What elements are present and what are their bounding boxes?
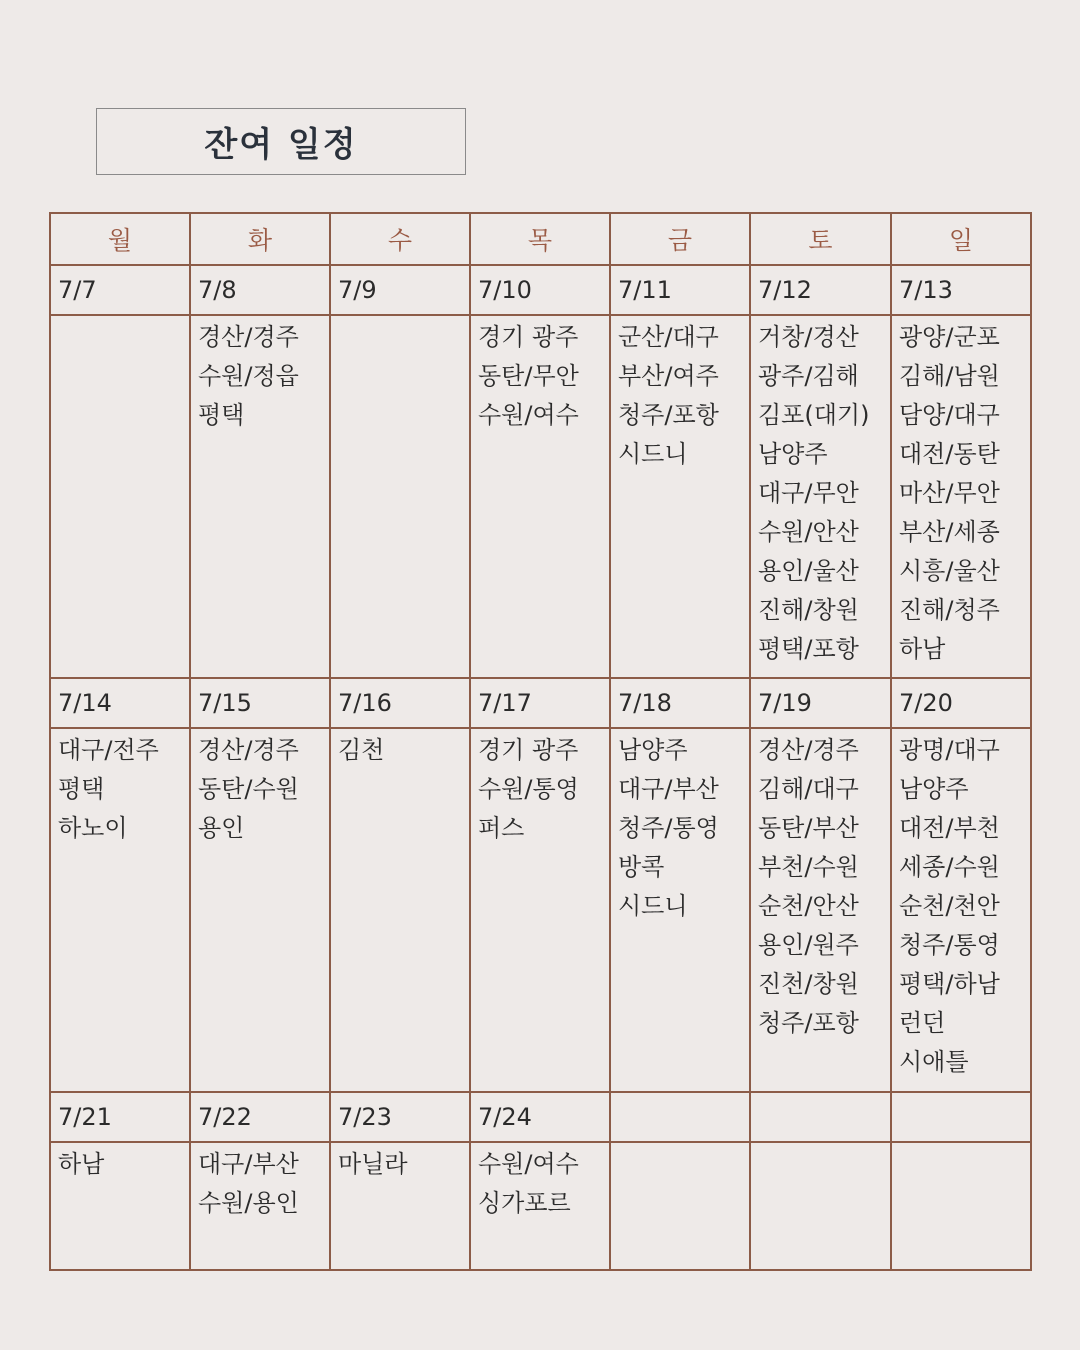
date-cell: 7/15	[190, 678, 330, 728]
date-cell: 7/14	[50, 678, 190, 728]
schedule-entry: 수원/정읍	[198, 362, 299, 390]
schedule-entry: 김포(대기)	[758, 401, 870, 429]
schedule-entry: 수원/안산	[758, 518, 859, 546]
date-cell: 7/23	[330, 1092, 470, 1142]
schedule-entry: 대전/동탄	[899, 440, 1000, 468]
schedule-entry: 싱가포르	[478, 1189, 571, 1217]
date-cell	[610, 1092, 750, 1142]
weekday-header: 수	[330, 213, 470, 265]
schedule-entry: 퍼스	[478, 814, 525, 842]
schedule-entry: 용인/울산	[758, 557, 859, 585]
schedule-entry: 대전/부천	[899, 814, 1000, 842]
schedule-cell	[330, 315, 470, 678]
schedule-entry: 평택	[198, 401, 245, 429]
schedule-entry: 수원/여수	[478, 1150, 579, 1178]
schedule-entry: 경산/경주	[198, 323, 299, 351]
schedule-entry: 마닐라	[338, 1150, 408, 1178]
weekday-header: 금	[610, 213, 750, 265]
date-cell: 7/22	[190, 1092, 330, 1142]
date-cell: 7/10	[470, 265, 610, 315]
date-cell: 7/19	[750, 678, 891, 728]
schedule-calendar	[49, 212, 1032, 1271]
schedule-cell	[750, 315, 891, 678]
schedule-cell	[50, 1142, 190, 1270]
schedule-entry: 평택	[58, 775, 105, 803]
schedule-entry: 군산/대구	[618, 323, 719, 351]
schedule-entry: 경기 광주	[478, 736, 579, 764]
page-title: 잔여 일정	[204, 125, 358, 165]
schedule-entry: 청주/포항	[618, 401, 719, 429]
date-cell: 7/20	[891, 678, 1031, 728]
schedule-entry: 대구/전주	[58, 736, 159, 764]
schedule-entry: 수원/통영	[478, 775, 579, 803]
schedule-entry: 김해/대구	[758, 775, 859, 803]
schedule-cell	[330, 1142, 470, 1270]
schedule-entry: 시드니	[618, 440, 688, 468]
schedule-entry: 순천/안산	[758, 892, 859, 920]
schedule-entry: 대구/부산	[198, 1150, 299, 1178]
date-cell: 7/11	[610, 265, 750, 315]
schedule-cell	[190, 1142, 330, 1270]
schedule-cell	[750, 1142, 891, 1270]
schedule-entry: 용인	[198, 814, 245, 842]
date-cell: 7/16	[330, 678, 470, 728]
schedule-cell	[891, 1142, 1031, 1270]
schedule-cell	[610, 728, 750, 1092]
schedule-entry: 경산/경주	[198, 736, 299, 764]
schedule-entry: 동탄/수원	[198, 775, 299, 803]
schedule-entry: 시흥/울산	[899, 557, 1000, 585]
schedule-cell	[50, 728, 190, 1092]
date-cell: 7/8	[190, 265, 330, 315]
schedule-cell	[610, 1142, 750, 1270]
date-row	[50, 1092, 1031, 1142]
weekday-header: 토	[750, 213, 891, 265]
weekday-header: 일	[891, 213, 1031, 265]
schedule-cell	[330, 728, 470, 1092]
schedule-entry: 평택/포항	[758, 635, 859, 663]
weekday-header-row	[50, 213, 1031, 265]
schedule-cell	[610, 315, 750, 678]
schedule-entry: 시애틀	[899, 1048, 969, 1076]
date-cell: 7/24	[470, 1092, 610, 1142]
weekday-header: 목	[470, 213, 610, 265]
date-cell: 7/7	[50, 265, 190, 315]
schedule-entry: 시드니	[618, 892, 688, 920]
date-cell: 7/13	[891, 265, 1031, 315]
schedule-entry: 거창/경산	[758, 323, 859, 351]
schedule-row	[50, 315, 1031, 678]
schedule-entry: 수원/여수	[478, 401, 579, 429]
date-row	[50, 678, 1031, 728]
title-box	[96, 108, 466, 175]
schedule-entry: 순천/천안	[899, 892, 1000, 920]
schedule-entry: 진천/창원	[758, 970, 859, 998]
date-cell	[750, 1092, 891, 1142]
schedule-cell	[891, 728, 1031, 1092]
schedule-entry: 마산/무안	[899, 479, 1000, 507]
schedule-row	[50, 728, 1031, 1092]
weekday-header: 화	[190, 213, 330, 265]
schedule-entry: 광명/대구	[899, 736, 1000, 764]
schedule-cell	[50, 315, 190, 678]
schedule-cell	[190, 315, 330, 678]
schedule-entry: 동탄/부산	[758, 814, 859, 842]
schedule-entry: 청주/포항	[758, 1009, 859, 1037]
schedule-entry: 김천	[338, 736, 385, 764]
schedule-cell	[470, 1142, 610, 1270]
schedule-entry: 하남	[899, 635, 946, 663]
schedule-row	[50, 1142, 1031, 1270]
schedule-entry: 대구/무안	[758, 479, 859, 507]
schedule-entry: 남양주	[758, 440, 828, 468]
schedule-entry: 하남	[58, 1150, 105, 1178]
schedule-entry: 대구/부산	[618, 775, 719, 803]
schedule-entry: 하노이	[58, 814, 128, 842]
schedule-entry: 수원/용인	[198, 1189, 299, 1217]
schedule-entry: 청주/통영	[899, 931, 1000, 959]
schedule-entry: 청주/통영	[618, 814, 719, 842]
date-cell: 7/12	[750, 265, 891, 315]
schedule-entry: 동탄/무안	[478, 362, 579, 390]
schedule-entry: 경산/경주	[758, 736, 859, 764]
schedule-entry: 김해/남원	[899, 362, 1000, 390]
schedule-entry: 담양/대구	[899, 401, 1000, 429]
schedule-cell	[470, 728, 610, 1092]
schedule-entry: 광주/김해	[758, 362, 859, 390]
schedule-cell	[190, 728, 330, 1092]
schedule-entry: 부천/수원	[758, 853, 859, 881]
date-cell	[891, 1092, 1031, 1142]
date-cell: 7/21	[50, 1092, 190, 1142]
schedule-entry: 남양주	[618, 736, 688, 764]
schedule-entry: 부산/세종	[899, 518, 1000, 546]
date-cell: 7/9	[330, 265, 470, 315]
schedule-cell	[750, 728, 891, 1092]
schedule-entry: 런던	[899, 1009, 946, 1037]
schedule-entry: 진해/청주	[899, 596, 1000, 624]
schedule-entry: 남양주	[899, 775, 969, 803]
schedule-cell	[891, 315, 1031, 678]
schedule-entry: 방콕	[618, 853, 665, 881]
schedule-entry: 광양/군포	[899, 323, 1000, 351]
schedule-entry: 경기 광주	[478, 323, 579, 351]
schedule-cell	[470, 315, 610, 678]
date-row	[50, 265, 1031, 315]
schedule-entry: 진해/창원	[758, 596, 859, 624]
schedule-entry: 평택/하남	[899, 970, 1000, 998]
date-cell: 7/18	[610, 678, 750, 728]
weekday-header: 월	[50, 213, 190, 265]
schedule-entry: 부산/여주	[618, 362, 719, 390]
schedule-entry: 용인/원주	[758, 931, 859, 959]
date-cell: 7/17	[470, 678, 610, 728]
schedule-entry: 세종/수원	[899, 853, 1000, 881]
